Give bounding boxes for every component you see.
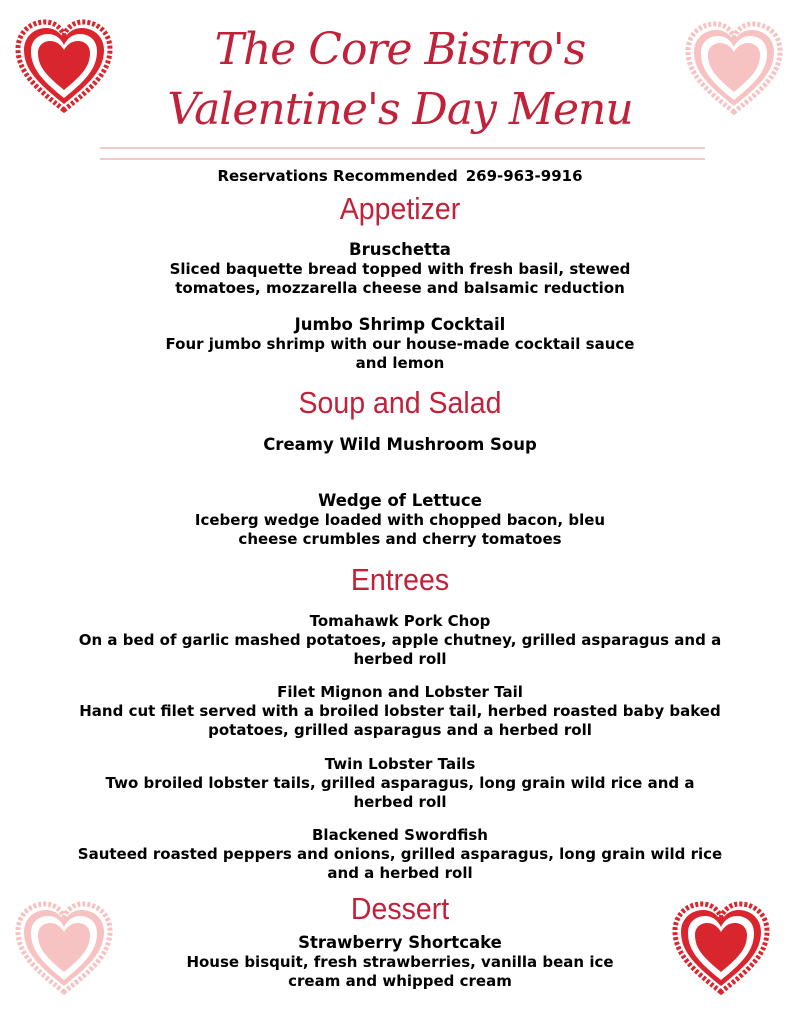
menu-item (0, 611, 800, 669)
item-name: Blackened Swordfish (312, 826, 488, 844)
menu-item (0, 754, 800, 812)
item-description: Two broiled lobster tails, grilled asparagus, long grain wild rice and a herbed roll (105, 774, 695, 811)
item-description: Sliced baquette bread topped with fresh basil, stewed tomatoes, mozzarella cheese and balsamic reduction (169, 260, 631, 297)
item-description: Four jumbo shrimp with our house-made cocktail sauce and lemon (165, 335, 635, 372)
item-name: Filet Mignon and Lobster Tail (277, 683, 523, 701)
item-name: Jumbo Shrimp Cocktail (294, 315, 506, 334)
menu-item (0, 240, 800, 298)
section-heading-entrees: Entrees (350, 562, 450, 597)
menu-item (0, 825, 800, 883)
menu-item (0, 491, 800, 549)
menu-item (0, 315, 800, 373)
reservation-line (0, 166, 800, 186)
section-heading-soup-salad: Soup and Salad (298, 385, 502, 420)
menu-item (0, 933, 800, 991)
item-name: Creamy Wild Mushroom Soup (263, 435, 537, 454)
item-description: Hand cut filet served with a broiled lobster tail, herbed roasted baby baked potatoes, grilled asparagus and a herbed roll (79, 702, 721, 739)
menu-title-line-1: The Core Bistro's (214, 24, 586, 75)
item-name: Wedge of Lettuce (318, 491, 482, 510)
menu-item (0, 682, 800, 740)
reservation-phone: 269-963-9916 (465, 167, 583, 185)
section-heading-dessert: Dessert (350, 891, 450, 926)
reservation-label: Reservations Recommended (217, 167, 458, 185)
item-name: Tomahawk Pork Chop (309, 612, 491, 630)
item-name: Twin Lobster Tails (324, 755, 476, 773)
divider (100, 147, 705, 149)
item-description: House bisquit, fresh strawberries, vanilla bean ice cream and whipped cream (186, 953, 614, 990)
item-description: On a bed of garlic mashed potatoes, apple chutney, grilled asparagus and a herbed roll (78, 631, 722, 668)
section-heading-appetizer: Appetizer (339, 191, 461, 226)
menu-title-line-2: Valentine's Day Menu (167, 84, 633, 135)
item-description: Sauteed roasted peppers and onions, grilled asparagus, long grain wild rice and a herbed roll (77, 845, 723, 882)
item-description: Iceberg wedge loaded with chopped bacon, bleu cheese crumbles and cherry tomatoes (194, 511, 606, 548)
item-name: Strawberry Shortcake (298, 933, 502, 952)
menu-item (0, 435, 800, 455)
divider (100, 158, 705, 160)
item-name: Bruschetta (349, 240, 451, 259)
